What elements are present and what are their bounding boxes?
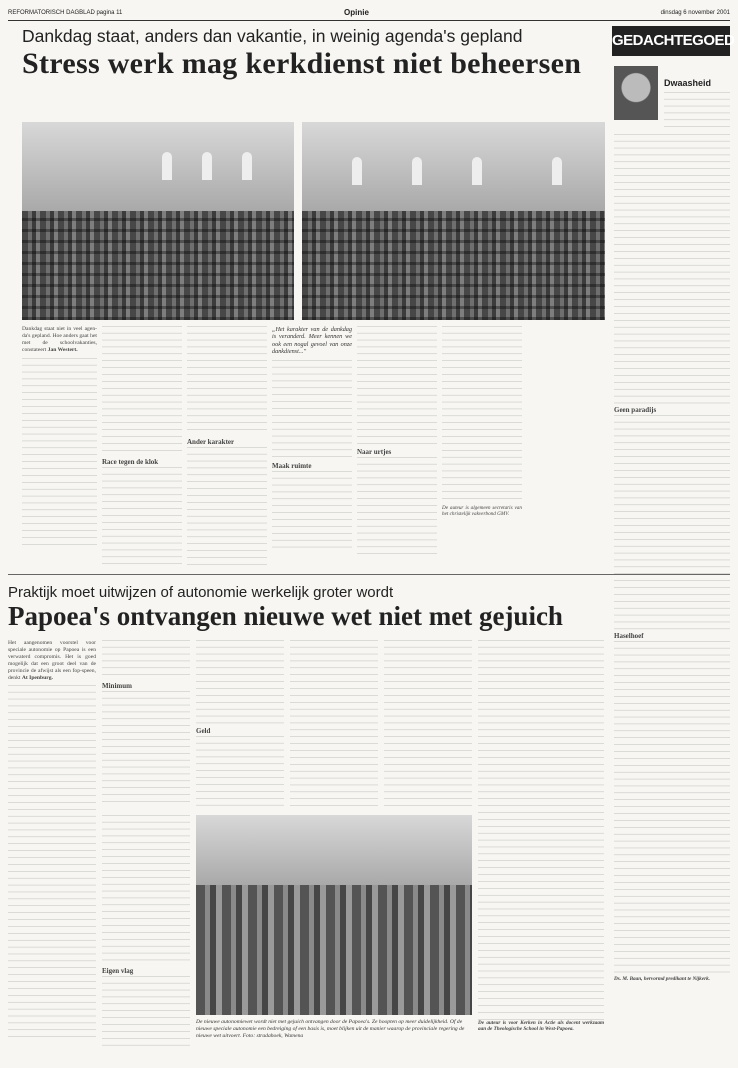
sidebar-body — [614, 134, 730, 1054]
article1-subhead-race: Race tegen de klok — [102, 458, 159, 466]
article1-column-3 — [187, 326, 267, 566]
article2-column-4 — [290, 640, 378, 810]
article2-column-3 — [196, 640, 284, 810]
papua-photo-caption — [196, 1019, 472, 1039]
article1-column-4 — [272, 326, 352, 566]
article1-intro: Dankdag staat niet in veel agen-da's gepland. Hoe anders gaat het met de schoolvakanties, constateert — [22, 326, 97, 353]
article1-subhead-karakter: Ander karakter — [187, 438, 235, 446]
article2-headline: Papoea's ontvangen nieuwe wet niet met gejuich — [8, 601, 563, 631]
article2-subhead-minimum: Minimum — [102, 682, 132, 690]
article-divider — [8, 574, 730, 575]
article2-column-1 — [8, 640, 96, 1058]
sidebar-intro — [664, 92, 730, 132]
article2-column-6 — [478, 640, 604, 1058]
article1-subhead-urtjes: Naar urtjes — [357, 448, 392, 456]
masthead-section: Opinie — [344, 8, 369, 17]
article2-intro: Het aangenomen voorstel voor speciale autonomie op Papoea is een verwaterd compromis. Het is goed mogelijk dat een groot deel van de provincie de afwijst als een fop-speen, denkt — [8, 640, 96, 681]
church-photo-left — [22, 122, 294, 320]
article1-subhead-ruimte: Maak ruimte — [272, 461, 312, 470]
masthead-date: dinsdag 6 november 2001 — [660, 10, 730, 16]
masthead-paper: REFORMATORISCH DAGBLAD pagina 11 — [8, 10, 123, 16]
sidebar-byline: Ds. M. Baan, hervormd predikant te Nijkerk. — [614, 975, 710, 982]
church-photo-right — [302, 122, 605, 320]
sidebar-column-title: Dwaasheid — [664, 78, 712, 88]
article2-subhead-geld: Geld — [196, 727, 211, 735]
sidebar-subhead-haselhoef: Haselhoef — [614, 631, 644, 640]
article1-author-note: De auteur is algemeen secretaris van het christelijk vakverbond GMV. — [442, 505, 522, 518]
photo-credit: Foto: stradahoek, Wamena — [242, 1032, 304, 1039]
sidebar-brand: GEDACHTEGOED — [612, 26, 730, 56]
article1-column-5 — [357, 326, 437, 566]
article2-column-2 — [102, 640, 190, 810]
article1-column-6 — [442, 326, 522, 566]
article1-column-2 — [102, 326, 182, 566]
masthead — [8, 8, 730, 18]
article1-author: Jan Westert. — [47, 346, 78, 353]
article2-author: At Ipenburg. — [21, 674, 53, 681]
article2-kicker: Praktijk moet uitwijzen of autonomie werkelijk groter wordt — [8, 584, 394, 601]
author-portrait — [614, 66, 658, 120]
article1-kicker: Dankdag staat, anders dan vakantie, in weinig agenda's gepland — [22, 26, 523, 46]
sidebar-subhead-paradijs: Geen paradijs — [614, 406, 657, 414]
article2-column-2b — [102, 815, 190, 1058]
article2-column-5 — [384, 640, 472, 810]
photo-caption-text: De nieuwe autonomiewet wordt niet met gejuich ontvangen door de Papoea's. Ze hoopten op meer duidelijkheid. Of de nieuwe speciale autonomie een bedreiging of een basis is, moet blijken uit de manier waarop de provinciale regering de nieuwe wet uitvoert. — [196, 1019, 465, 1039]
article1-headline: Stress werk mag kerkdienst niet beheersen — [22, 47, 582, 80]
article1-column-1 — [22, 326, 97, 566]
article2-author-note: De auteur is voor Kerken in Actie als docent werkzaam aan de Theologische School in West-Papoea. — [478, 1020, 604, 1033]
article2-subhead-vlag: Eigen vlag — [102, 967, 134, 975]
article1-pull-quote: „Het karakter van de dankdag is veranderd. Meer kennen we ook een nogal gevoel van onze dankdienst..." — [272, 326, 352, 356]
papua-market-photo — [196, 815, 472, 1015]
masthead-rule — [8, 20, 730, 21]
